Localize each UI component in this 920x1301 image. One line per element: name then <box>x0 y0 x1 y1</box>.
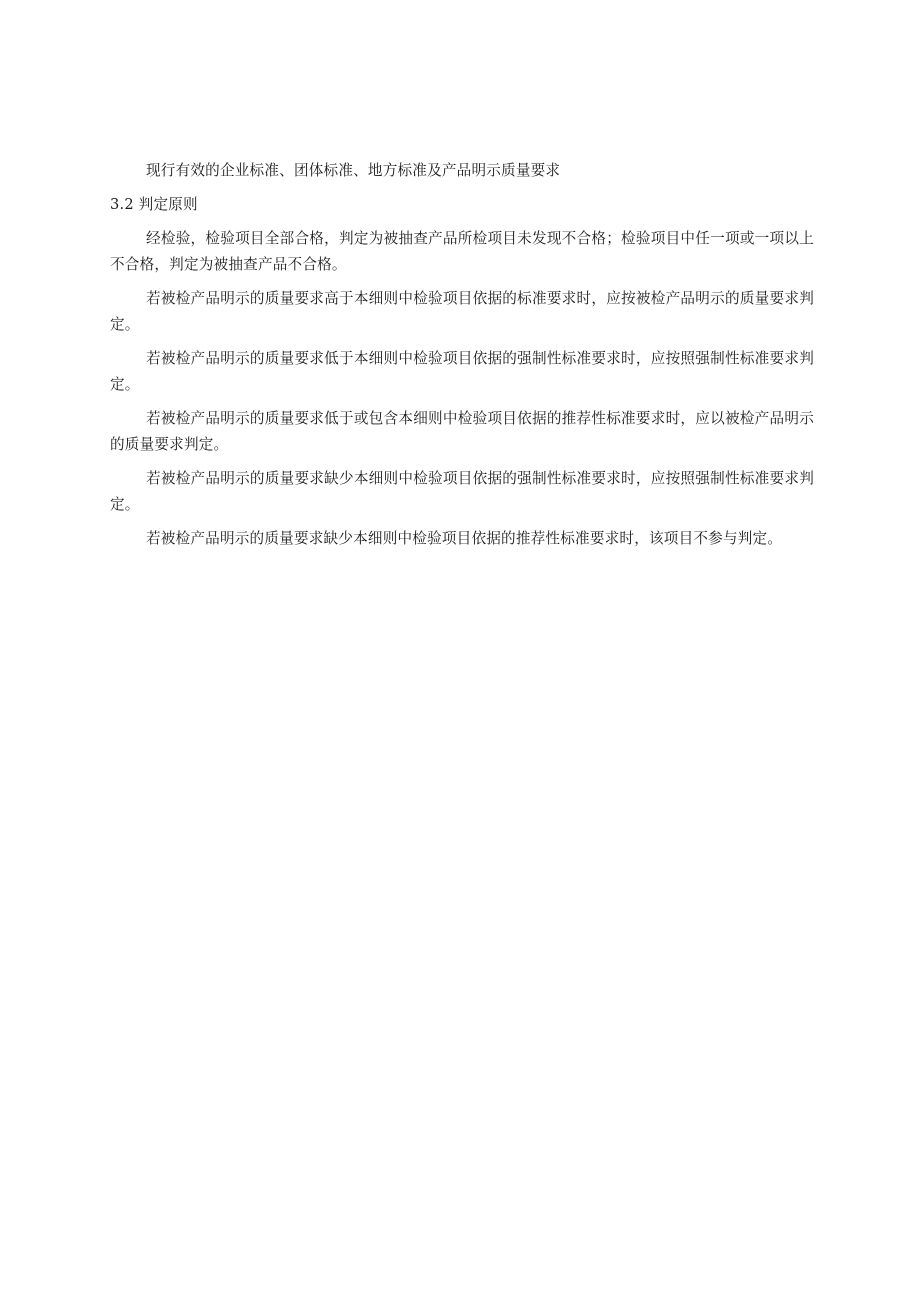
intro-paragraph: 现行有效的企业标准、团体标准、地方标准及产品明示质量要求 <box>146 162 561 179</box>
document-body <box>110 158 814 552</box>
spacer <box>110 278 814 286</box>
spacer <box>110 398 814 406</box>
judgment-paragraph-1: 经检验，检验项目全部合格，判定为被抽查产品所检项目未发现不合格；检验项目中任一项或一项以上不合格，判定为被抽查产品不合格。 <box>110 230 814 273</box>
judgment-paragraph-4: 若被检产品明示的质量要求低于或包含本细则中检验项目依据的推荐性标准要求时，应以被检产品明示的质量要求判定。 <box>110 410 814 453</box>
judgment-paragraph-3: 若被检产品明示的质量要求低于本细则中检验项目依据的强制性标准要求时，应按照强制性标准要求判定。 <box>110 350 814 393</box>
spacer <box>110 518 814 526</box>
spacer <box>110 458 814 466</box>
judgment-paragraph-6: 若被检产品明示的质量要求缺少本细则中检验项目依据的推荐性标准要求时，该项目不参与判定。 <box>146 530 783 547</box>
judgment-paragraph-2: 若被检产品明示的质量要求高于本细则中检验项目依据的标准要求时，应按被检产品明示的质量要求判定。 <box>110 290 814 333</box>
spacer <box>110 218 814 226</box>
judgment-paragraph-5: 若被检产品明示的质量要求缺少本细则中检验项目依据的强制性标准要求时，应按照强制性标准要求判定。 <box>110 470 814 513</box>
spacer <box>110 184 814 192</box>
spacer <box>110 338 814 346</box>
section-heading: 3.2 判定原则 <box>110 196 198 213</box>
